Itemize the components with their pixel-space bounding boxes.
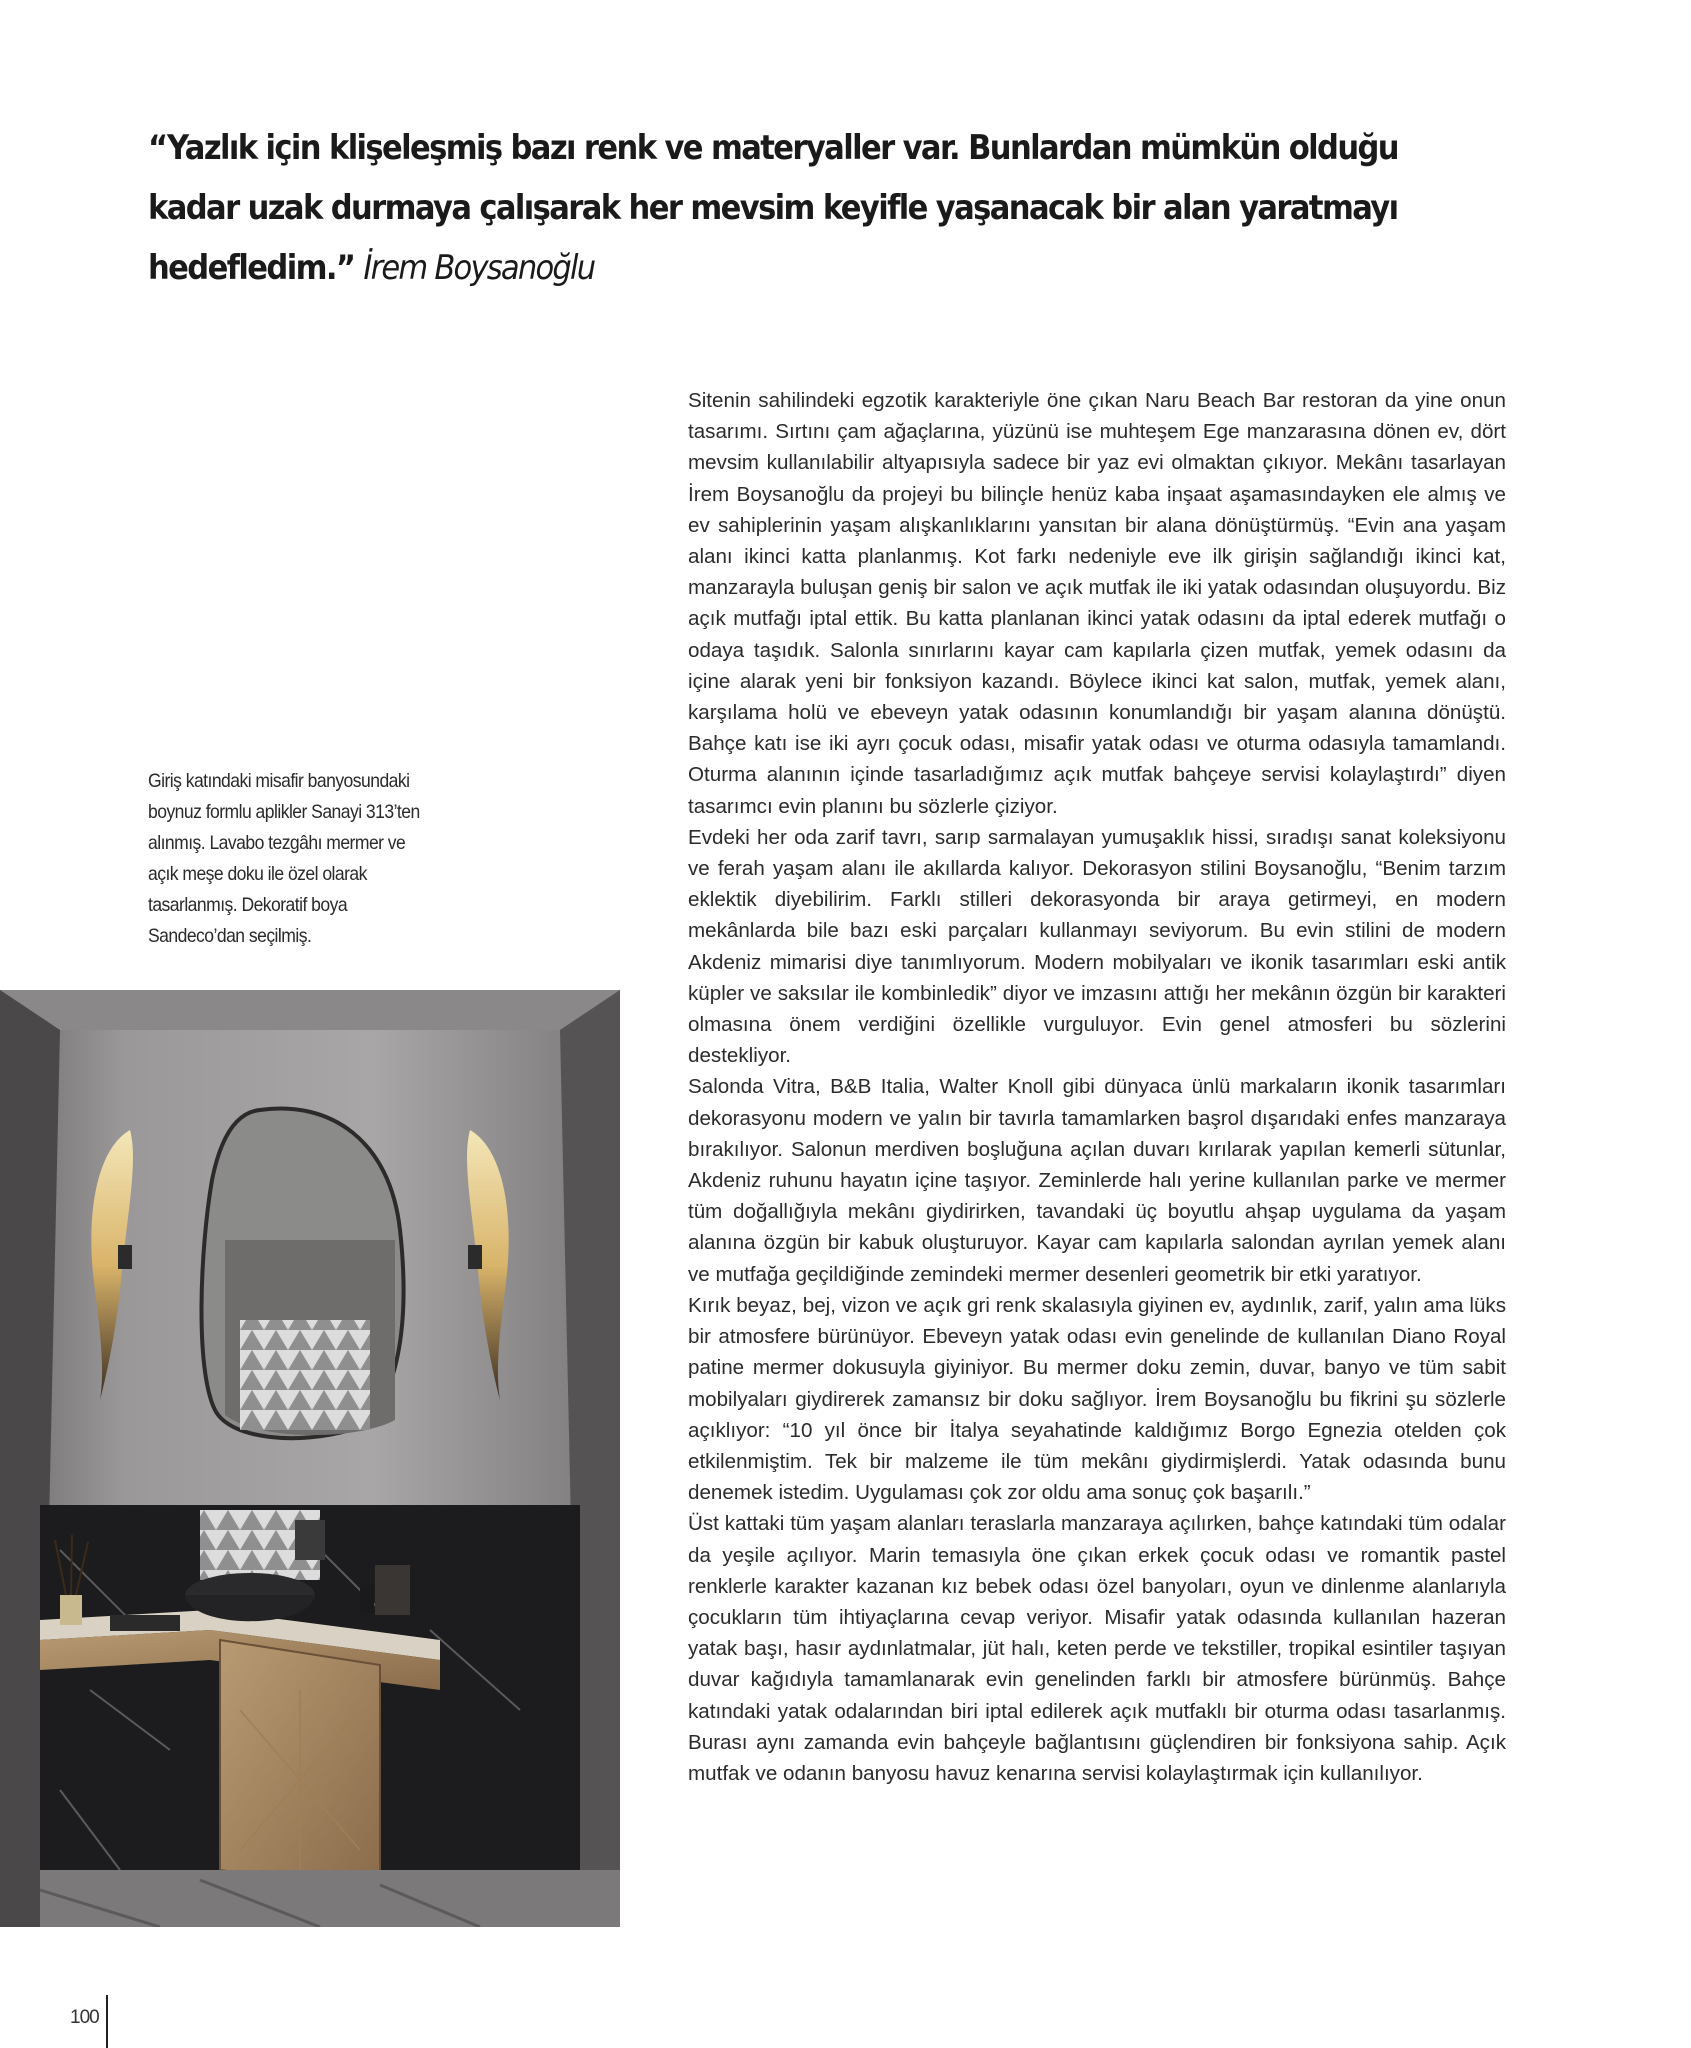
article-body xyxy=(688,385,1506,1789)
pull-quote-author: İrem Boysanoğlu xyxy=(363,248,595,288)
page-folio xyxy=(70,1995,108,2048)
pull-quote-text: “Yazlık için klişeleşmiş bazı renk ve materyaller var. Bunlardan mümkün olduğu kadar uzak durmaya çalışarak her mevsim keyifle yaşanacak bir alan yaratmayı hedefledim.” xyxy=(148,128,1398,288)
body-paragraph: Kırık beyaz, bej, vizon ve açık gri renk skalasıyla giyinen ev, aydınlık, zarif, yalın ama lüks bir atmosfere bürünüyor. Ebeveyn yatak odası evin genelinde de kullanılan Diano Royal patine mermer dokusuyla giyiniyor. Bu mermer doku zemin, duvar, banyo ve tüm sabit mobilyaları giydirerek zamansız bir doku sağlıyor. İrem Boysanoğlu bu fikrini şu sözlerle açıklıyor: “10 yıl önce bir İtalya seyahatinde kaldığımız Borgo Egnezia otelden çok etkilenmiştim. Tek bir malzeme ile tüm mekânı giydirmişlerdi. Yatak odasında bunu denemek istedim. Uygulaması çok zor oldu ama sonuç çok başarılı.” xyxy=(688,1293,1506,1505)
pull-quote xyxy=(148,118,1426,298)
body-paragraph: Salonda Vitra, B&B Italia, Walter Knoll gibi dünyaca ünlü markaların ikonik tasarımları dekorasyonu modern ve yalın bir tavırla tamamlarken başrol dışarıdaki enfes manzaraya bırakılıyor. Salonun merdiven boşluğuna açılan duvarı kırılarak yapılan kemerli sütunlar, Akdeniz ruhunu hayatın içine taşıyor. Zeminlerde halı yerine kullanılan parke ve mermer tüm doğallığıyla mekânı giydirirken, tavandaki üç boyutlu ahşap uygulama da yaşam alanına özgün bir kabuk oluşturuyor. Kayar cam kapılarla salondan ayrılan yemek alanı ve mutfağa geçildiğinde zemindeki mermer desenleri geometrik bir etki yaratıyor. xyxy=(688,1075,1506,1286)
photo-caption: Giriş katındaki misafir banyosundaki boynuz formlu aplikler Sanayi 313’ten alınmış. Lavabo tezgâhı mermer ve açık meşe doku ile özel olarak tasarlanmış. Dekoratif boya Sandeco’dan seçilmiş. xyxy=(148,770,420,947)
folio-rule xyxy=(106,1995,108,2048)
body-paragraph: Üst kattaki tüm yaşam alanları teraslarla manzaraya açılırken, bahçe katındaki tüm odalar da yeşile açılıyor. Marin temasıyla öne çıkan erkek çocuk odası ve romantik pastel renklerle karakter kazanan kız bebek odası özel banyoları, oyun ve dinlenme alanlarıyla çocukların tüm ihtiyaçlarına cevap veriyor. Misafir yatak odasında kullanılan hazeran yatak başı, hasır aydınlatmalar, jüt halı, keten perde ve tekstiller, tropikal esintiler taşıyan duvar kağıdıyla tamamlanarak evin genelinden farklı bir atmosfere bürünmüş. Bahçe katındaki yatak odalarından biri iptal edilerek açık mutfaklı bir oturma odası tasarlanmış. Burası aynı zamanda evin bahçeyle bağlantısını güçlendiren bir fonksiyona sahip. Açık mutfak ve odanın banyosu havuz kenarına servisi kolaylaştırmak için kullanılıyor. xyxy=(688,1512,1506,1785)
body-paragraph: Evdeki her oda zarif tavrı, sarıp sarmalayan yumuşaklık hissi, sıradışı sanat koleksiyonu ve ferah yaşam alanı ile akıllarda kalıyor. Dekorasyon stilini Boysanoğlu, “Benim tarzım eklektik diyebilirim. Farklı stilleri dekorasyonda bir araya getirmeyi, en modern mekânlarda bile bazı eski parçaları kullanmayı seviyorum. Bu evin stilini de modern Akdeniz mimarisi diye tanımlıyorum. Modern mobilyaları ve ikonik tasarımları eski antik küpler ve saksılar ile kombinledik” diyor ve imzasını attığı her mekânın özgün bir karakteri olmasına önem verdiğini özellikle vurguluyor. Evin genel atmosferi bu sözlerini destekliyor. xyxy=(688,825,1506,1068)
page-number: 100 xyxy=(70,2007,99,2028)
bathroom-photo xyxy=(0,990,620,1927)
body-paragraph: Sitenin sahilindeki egzotik karakteriyle öne çıkan Naru Beach Bar restoran da yine onun tasarımı. Sırtını çam ağaçlarına, yüzünü ise muhteşem Ege manzarasına dönen ev, dört mevsim kullanılabilir altyapısıyla sadece bir yaz evi olmaktan çıkıyor. Mekânı tasarlayan İrem Boysanoğlu da projeyi bu bilinçle henüz kaba inşaat aşamasındayken ele almış ve ev sahiplerinin yaşam alışkanlıklarını yansıtan bir alana dönüştürmüş. “Evin ana yaşam alanı ikinci katta planlanmış. Kot farkı nedeniyle eve ilk girişin sağlandığı ikinci kat, manzarayla buluşan geniş bir salon ve açık mutfak ile iki yatak odasından oluşuyordu. Biz açık mutfağı iptal ettik. Bu katta planlanan ikinci yatak odasını da iptal ederek mutfağı o odaya taşıdık. Salonla sınırlarını kayar cam kapılarla çizen mutfak, yemek odasını da içine alarak yeni bir fonksiyon kazandı. Böylece ikinci kat salon, mutfak, yemek alanı, karşılama holü ve ebeveyn yatak odasının konumlandığı bir yaşam alanına dönüştü. Bahçe katı ise iki ayrı çocuk odası, misafir yatak odası ve oturma odasıyla tamamlandı. Oturma alanının içinde tasarladığımız açık mutfak bahçeye servisi kolaylaştırdı” diyen tasarımcı evin planını bu sözlerle çiziyor. xyxy=(688,389,1506,818)
